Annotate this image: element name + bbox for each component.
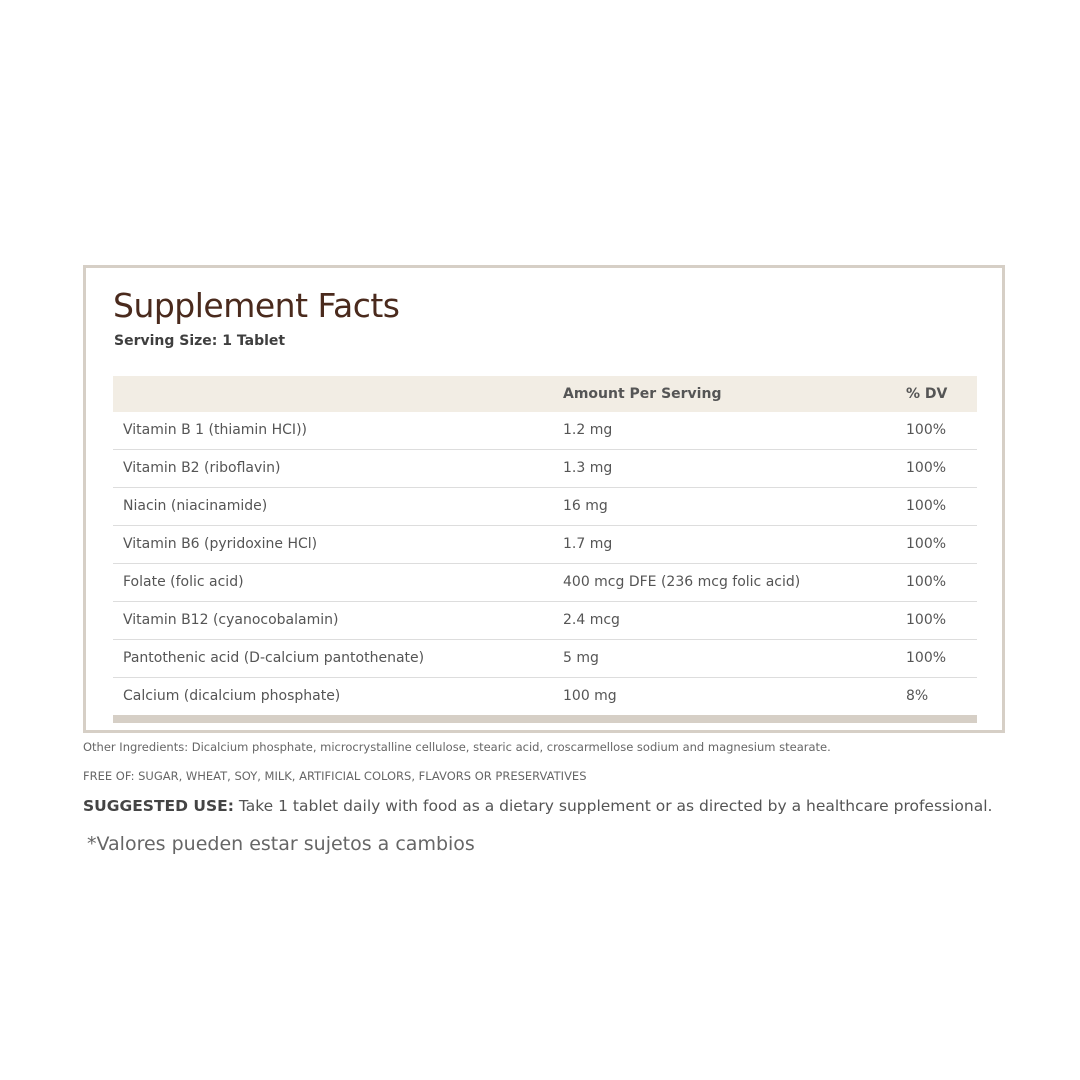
header-amount: Amount Per Serving — [563, 386, 722, 402]
table-row — [113, 640, 977, 678]
nutrient-amount: 1.2 mg — [563, 422, 613, 438]
panel-title: Supplement Facts — [113, 286, 400, 325]
table-row — [113, 450, 977, 488]
suggested-use-label: SUGGESTED USE: — [83, 797, 234, 815]
nutrient-dv: 100% — [906, 422, 947, 438]
nutrient-amount: 1.3 mg — [563, 460, 613, 476]
nutrient-amount: 100 mg — [563, 688, 617, 704]
table-row — [113, 564, 977, 602]
facts-table — [113, 376, 977, 723]
table-row — [113, 488, 977, 526]
nutrient-dv: 100% — [906, 498, 947, 514]
suggested-use — [83, 797, 992, 815]
table-row — [113, 526, 977, 564]
nutrient-dv: 100% — [906, 650, 947, 666]
nutrient-amount: 400 mcg DFE (236 mcg folic acid) — [563, 574, 801, 590]
nutrient-amount: 1.7 mg — [563, 536, 613, 552]
nutrient-dv: 100% — [906, 574, 947, 590]
header-dv: % DV — [906, 386, 948, 402]
nutrient-amount: 2.4 mcg — [563, 612, 620, 628]
nutrient-name: Pantothenic acid (D-calcium pantothenate) — [123, 650, 425, 666]
other-ingredients: Other Ingredients: Dicalcium phosphate, microcrystalline cellulose, stearic acid, croscarmellose sodium and magnesium stearate. — [83, 740, 831, 754]
table-row — [113, 412, 977, 450]
nutrient-name: Vitamin B12 (cyanocobalamin) — [123, 612, 339, 628]
table-header-row — [113, 376, 977, 412]
nutrient-dv: 100% — [906, 536, 947, 552]
table-row — [113, 602, 977, 640]
nutrient-name: Vitamin B 1 (thiamin HCI)) — [123, 422, 307, 438]
nutrient-name: Calcium (dicalcium phosphate) — [123, 688, 341, 704]
table-row — [113, 678, 977, 715]
nutrient-amount: 5 mg — [563, 650, 599, 666]
table-bottom-bar — [113, 715, 977, 723]
nutrient-name: Niacin (niacinamide) — [123, 498, 268, 514]
nutrient-name: Vitamin B6 (pyridoxine HCl) — [123, 536, 318, 552]
nutrient-name: Vitamin B2 (riboflavin) — [123, 460, 281, 476]
suggested-use-text: Take 1 tablet daily with food as a dietary supplement or as directed by a healthcare professional. — [233, 797, 993, 815]
nutrient-amount: 16 mg — [563, 498, 608, 514]
nutrient-name: Folate (folic acid) — [123, 574, 244, 590]
nutrient-dv: 8% — [906, 688, 929, 704]
nutrient-dv: 100% — [906, 460, 947, 476]
serving-size: Serving Size: 1 Tablet — [114, 333, 286, 349]
disclaimer-note: *Valores pueden estar sujetos a cambios — [87, 833, 475, 855]
free-of-statement: FREE OF: SUGAR, WHEAT, SOY, MILK, ARTIFICIAL COLORS, FLAVORS OR PRESERVATIVES — [83, 769, 587, 783]
supplement-facts-panel — [83, 265, 1005, 733]
nutrient-dv: 100% — [906, 612, 947, 628]
